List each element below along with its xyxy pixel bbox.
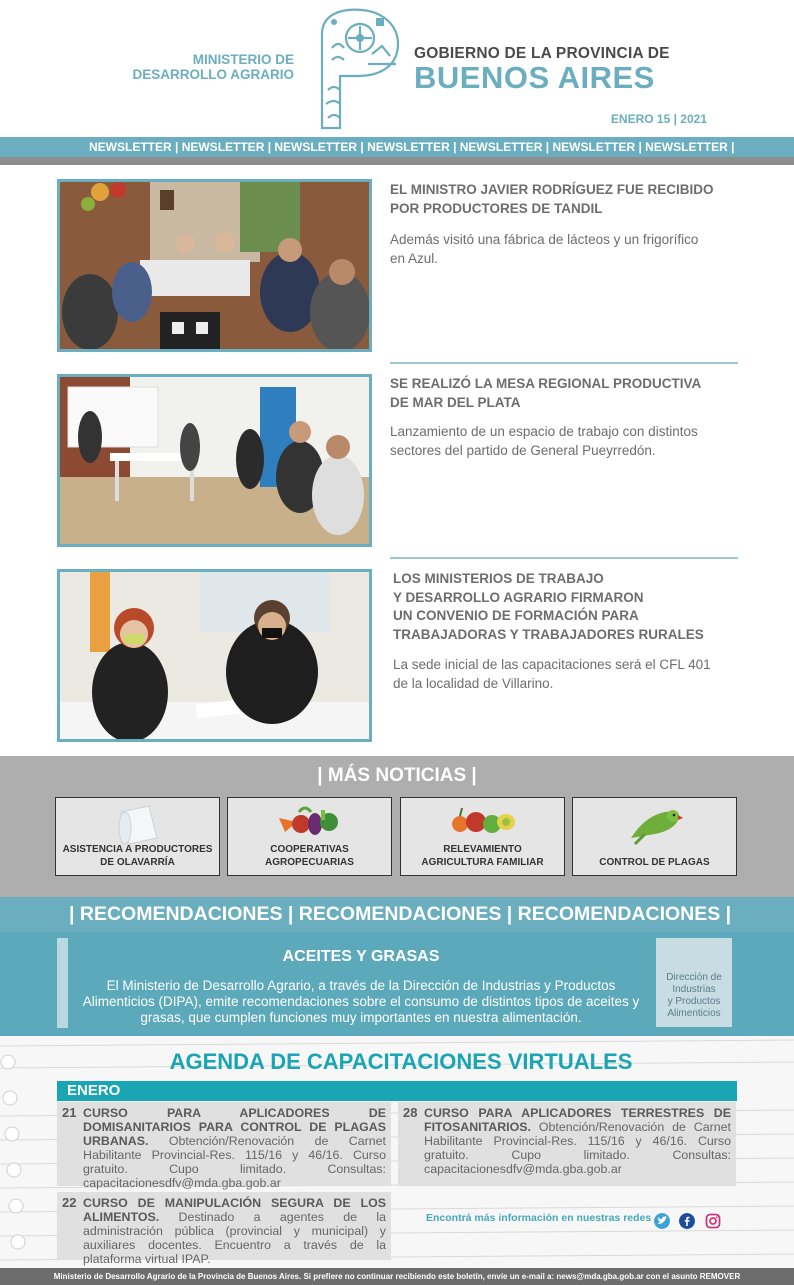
article-1[interactable] [57, 179, 739, 354]
dipa-badge: Dirección de Industrias y Productos Alimenticios [656, 938, 732, 1027]
recommendation-body: El Ministerio de Desarrollo Agrario, a través de la Dirección de Industrias y Productos Alimenticios (DIPA), emite recomendaciones sobre el consumo de distintos tipos de aceites y grasas, que cumplen funciones muy importantes en nuestra alimentación. [82, 978, 640, 1025]
news-card-cooperativas[interactable]: COOPERATIVAS AGROPECUARIAS [227, 797, 392, 876]
vegetables-icon [275, 802, 345, 838]
more-news-title: | MÁS NOTICIAS | [317, 765, 477, 786]
fruits-icon [448, 802, 518, 838]
article-divider [390, 362, 738, 364]
divider [0, 157, 794, 165]
socials-text: Encontrá más información en nuestras redes [426, 1212, 652, 1224]
agenda-title: AGENDA DE CAPACITACIONES VIRTUALES [169, 1049, 633, 1074]
meeting-photo-icon [60, 377, 369, 544]
article-1-photo[interactable] [57, 179, 372, 352]
parrot-icon [625, 802, 685, 846]
twitter-icon[interactable] [654, 1213, 670, 1229]
province-logo-icon [312, 4, 406, 132]
agenda-month: ENERO [57, 1081, 737, 1101]
header [0, 0, 794, 137]
course-item[interactable]: 22 CURSO DE MANIPULACIÓN SEGURA DE LOS ALIMENTOS. Destinado a agentes de la administración pública (provincial y municipal) y auxiliares docentes. Encuentro a través de la plataforma virtual IPAP. [57, 1192, 391, 1260]
signing-photo-icon [60, 572, 369, 739]
article-2-title[interactable]: SE REALIZÓ LA MESA REGIONAL PRODUCTIVA DE MAR DEL PLATA [390, 376, 702, 410]
news-card-control-plagas[interactable]: CONTROL DE PLAGAS [572, 797, 737, 876]
article-3-description: La sede inicial de las capacitaciones será el CFL 401 de la localidad de Villarino. [393, 657, 711, 691]
province-name: BUENOS AIRES [414, 60, 655, 95]
article-3-photo[interactable] [57, 569, 372, 742]
issue-date: ENERO 15 | 2021 [610, 112, 707, 126]
footer: Ministerio de Desarrollo Agrario de la Provincia de Buenos Aires. Si prefiere no continuar recibiendo este boletín, envíe un e-mail a: news@mda.gba.gob.ar con el asunto REMOVER [0, 1268, 794, 1285]
article-2[interactable] [57, 374, 739, 549]
course-item[interactable]: 21 CURSO PARA APLICADORES DE DOMISANITARIOS PARA CONTROL DE PLAGAS URBANAS. Obtención/Renovación de Carnet Habilitante Provincial-Res. 115/16 y 46/16. Curso gratuito. Cupo limitado. Consultas: capacitacionesdfv@mda.gba.gob.ar [57, 1102, 391, 1186]
government-name: GOBIERNO DE LA PROVINCIA DE [414, 45, 670, 62]
agenda-section [0, 1036, 794, 1268]
news-card-olavarria[interactable]: ASISTENCIA A PRODUCTORES DE OLAVARRÍA [55, 797, 220, 876]
ministry-name: MINISTERIO DE DESARROLLO AGRARIO [132, 52, 294, 82]
more-news-section [0, 756, 794, 897]
news-card-relevamiento[interactable]: RELEVAMIENTO AGRICULTURA FAMILIAR [400, 797, 565, 876]
article-3-title[interactable]: LOS MINISTERIOS DE TRABAJO Y DESARROLLO AGRARIO FIRMARON UN CONVENIO DE FORMACIÓN PARA TRABAJADORAS Y TRABAJADORES RURALES [393, 571, 704, 642]
article-2-description: Lanzamiento de un espacio de trabajo con distintos sectores del partido de General Pueyrredón. [390, 424, 698, 458]
facebook-icon[interactable] [679, 1213, 695, 1229]
recommendations-bar: | RECOMENDACIONES | RECOMENDACIONES | RECOMENDACIONES | [0, 897, 794, 932]
recommendations-section[interactable] [0, 932, 794, 1036]
paper-roll-icon [113, 802, 163, 846]
article-2-photo[interactable] [57, 374, 372, 547]
decorative-stripe [57, 938, 68, 1028]
recommendation-title[interactable]: ACEITES Y GRASAS [282, 948, 440, 965]
article-1-title[interactable]: EL MINISTRO JAVIER RODRÍGUEZ FUE RECIBIDO POR PRODUCTORES DE TANDIL [390, 182, 714, 216]
article-1-description: Además visitó una fábrica de lácteos y un frigorífico en Azul. [390, 232, 699, 266]
course-item[interactable]: 28 CURSO PARA APLICADORES TERRESTRES DE FITOSANITARIOS. Obtención/Renovación de Carnet Habilitante Provincial-Res. 115/16 y 46/16. Curso gratuito. Cupo limitado. Consultas: capacitacionesdfv@mda.gba.gob.ar [398, 1102, 736, 1186]
instagram-icon[interactable] [705, 1213, 721, 1229]
article-divider [390, 557, 738, 559]
meeting-photo-icon [60, 182, 369, 349]
article-3[interactable] [57, 569, 739, 744]
newsletter-bar: NEWSLETTER | NEWSLETTER | NEWSLETTER | NEWSLETTER | NEWSLETTER | NEWSLETTER | NEWSLETTER | [0, 137, 794, 157]
